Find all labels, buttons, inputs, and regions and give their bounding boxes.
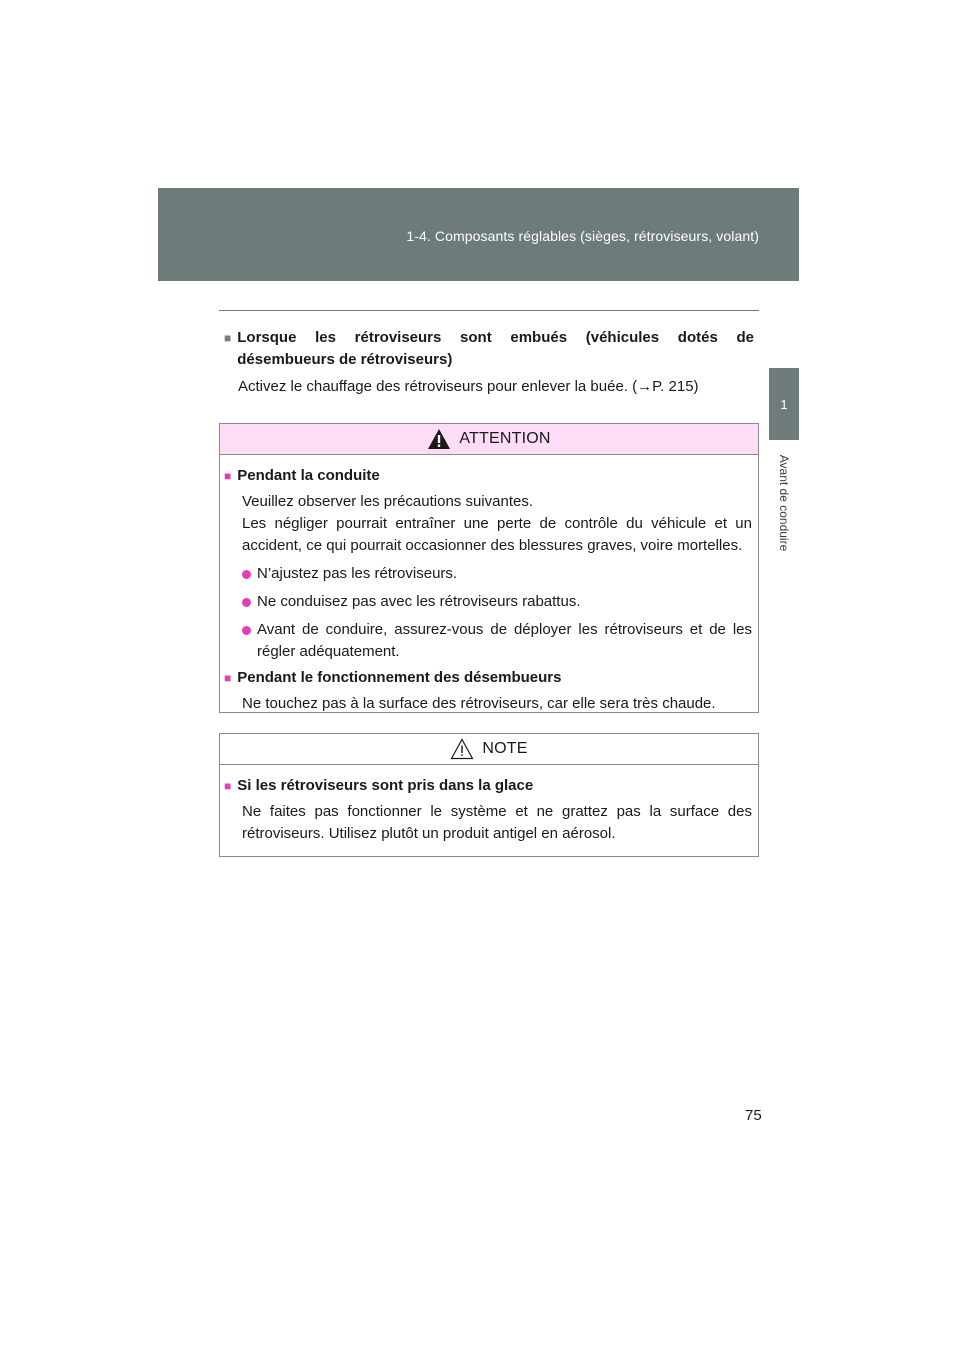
bullet-text: N’ajustez pas les rétroviseurs. — [257, 565, 458, 582]
intro-text: Activez le chauffage des rétroviseurs pour enlever la buée. (→P. 215) — [238, 378, 699, 395]
section-header-bar — [158, 188, 799, 281]
note-heading: Si les rétroviseurs sont pris dans la glace — [237, 777, 534, 794]
note-heading-row — [224, 775, 752, 797]
note-title: NOTE — [482, 740, 528, 757]
bullet-text: Ne conduisez pas avec les rétroviseurs rabattus. — [257, 593, 581, 610]
attention-bullet — [242, 591, 752, 613]
divider — [219, 310, 759, 311]
attention-paragraph: Les négliger pourrait entraîner une perte de contrôle du véhicule et un accident, ce qui pourrait occasionner des blessures graves, voire mortelles. — [242, 515, 752, 554]
attention-title: ATTENTION — [459, 430, 551, 447]
section-title: 1-4. Composants réglables (sièges, rétroviseurs, volant) — [406, 228, 759, 244]
attention-header — [220, 424, 758, 455]
intro-heading: Lorsque les rétroviseurs sont embués (véhicules dotés de désembueurs de rétroviseurs) — [237, 329, 754, 368]
bullet-dot-icon — [242, 626, 251, 635]
note-box — [219, 733, 759, 857]
attention-paragraph: Ne touchez pas à la surface des rétroviseurs, car elle sera très chaude. — [242, 695, 716, 712]
intro-heading-row — [224, 327, 754, 371]
bullet-dot-icon — [242, 598, 251, 607]
attention-bullet — [242, 563, 752, 585]
square-bullet-icon: ■ — [224, 671, 232, 685]
chapter-number: 1 — [780, 396, 788, 412]
attention-bullet — [242, 619, 752, 663]
square-bullet-icon: ■ — [224, 469, 232, 483]
attention-heading-row — [224, 465, 752, 487]
attention-heading: Pendant la conduite — [237, 467, 380, 484]
note-text: Ne faites pas fonctionner le système et ne grattez pas la surface des rétroviseurs. Utilisez plutôt un produit antigel en aérosol. — [242, 803, 752, 842]
attention-box — [219, 423, 759, 713]
warning-triangle-outline-icon — [450, 738, 474, 760]
note-body — [220, 765, 758, 845]
square-bullet-icon: ■ — [224, 779, 232, 793]
square-bullet-icon: ■ — [224, 331, 232, 345]
bullet-text: Avant de conduire, assurez-vous de déployer les rétroviseurs et de les régler adéquatement. — [257, 621, 752, 660]
warning-triangle-filled-icon — [427, 428, 451, 450]
attention-body — [220, 455, 758, 715]
chapter-label: Avant de conduire — [777, 454, 791, 552]
page-number: 75 — [745, 1107, 762, 1124]
bullet-dot-icon — [242, 570, 251, 579]
attention-heading-row — [224, 667, 752, 689]
attention-paragraph: Veuillez observer les précautions suivantes. — [242, 493, 533, 510]
note-header — [220, 734, 758, 765]
intro-section — [224, 327, 754, 398]
attention-heading: Pendant le fonctionnement des désembueurs — [237, 669, 562, 686]
chapter-tab — [769, 368, 799, 440]
